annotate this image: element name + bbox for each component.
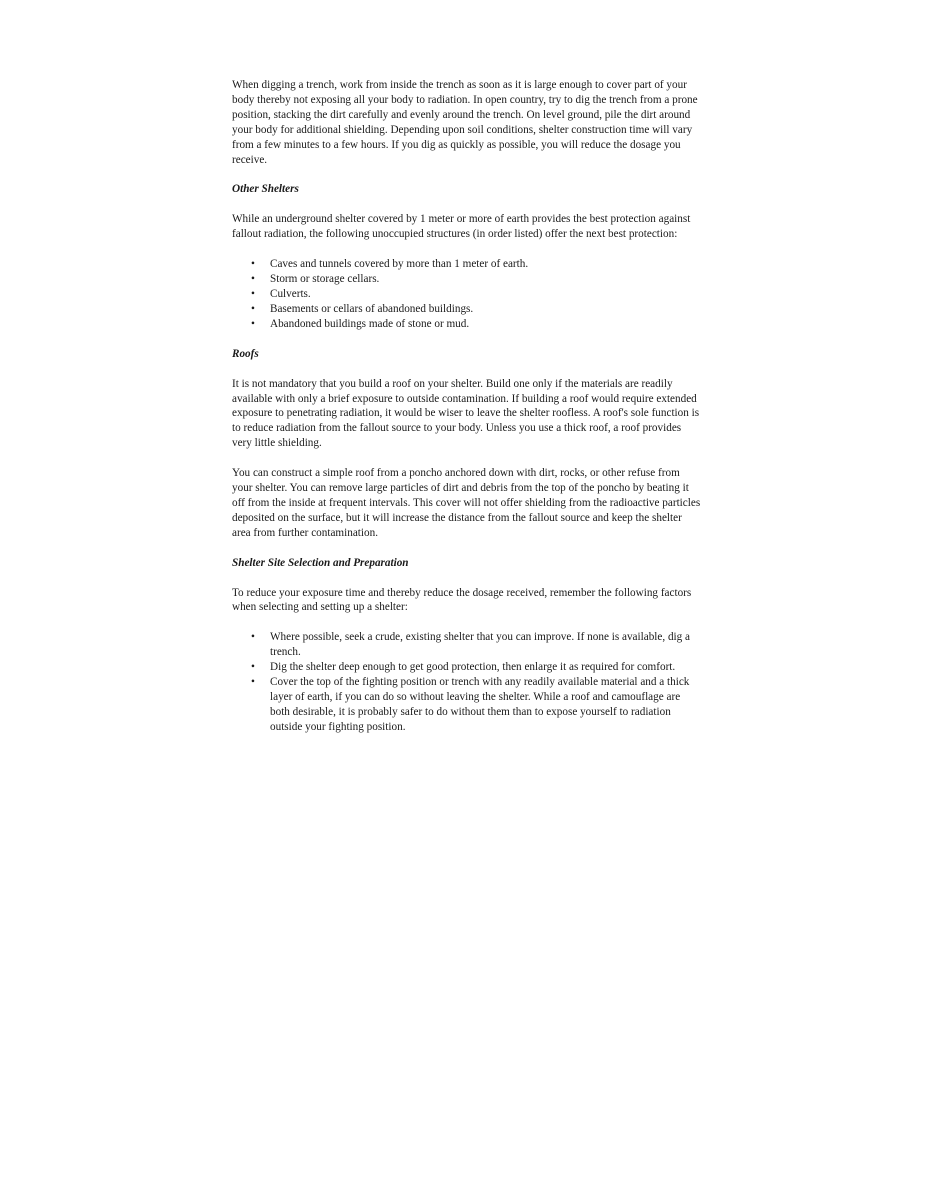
intro-paragraph: When digging a trench, work from inside the trench as soon as it is large enough to cover part of your body thereby not exposing all your body to radiation. In open country, try to dig the trench from a prone position, stacking the dirt carefully and evenly around the trench. On level ground, pile the dirt around your body for additional shielding. Depending upon soil conditions, shelter construction time will vary from a few minutes to a few hours. If you dig as quickly as possible, you will reduce the dosage you receive.	[232, 79, 698, 166]
roofs-paragraph-1: It is not mandatory that you build a roof on your shelter. Build one only if the materials are readily available with only a brief exposure to outside contamination. If building a roof would require extended exposure to penetrating radiation, it would be wiser to leave the shelter roofless. A roof's sole function is to reduce radiation from the fallout source to your body. Unless you use a thick roof, a roof provides very little shielding.	[232, 377, 700, 450]
roofs-paragraph-2: You can construct a simple roof from a poncho anchored down with dirt, rocks, or other refuse from your shelter. You can remove large particles of dirt and debris from the top of the poncho by beating it off from the inside at frequent intervals. This cover will not offer shielding from the radioactive particles deposited on the surface, but it will increase the distance from the fallout source and keep the shelter area from further contamination.	[232, 467, 701, 539]
list-item: • Abandoned buildings made of stone or mud.	[251, 317, 702, 332]
list-item: • Dig the shelter deep enough to get good protection, then enlarge it as required for comfort.	[251, 660, 702, 675]
list-item: • Culverts.	[251, 287, 702, 302]
other-shelters-paragraph: While an underground shelter covered by 1 meter or more of earth provides the best protection against fallout radiation, the following unoccupied structures (in order listed) offer the next best protection:	[232, 213, 691, 241]
other-shelters-heading: Other Shelters	[232, 183, 299, 196]
list-item: • Basements or cellars of abandoned buildings.	[251, 302, 702, 317]
list-item: • Storm or storage cellars.	[251, 272, 702, 287]
list-item: • Where possible, seek a crude, existing shelter that you can improve. If none is available, dig a trench.	[251, 630, 702, 660]
document-page	[232, 78, 702, 750]
site-selection-heading: Shelter Site Selection and Preparation	[232, 556, 409, 569]
site-selection-paragraph: To reduce your exposure time and thereby reduce the dosage received, remember the following factors when selecting and setting up a shelter:	[232, 586, 692, 614]
list-item: • Caves and tunnels covered by more than 1 meter of earth.	[251, 257, 702, 272]
other-shelters-list	[232, 257, 702, 332]
list-item: • Cover the top of the fighting position or trench with any readily available material and a thick layer of earth, if you can do so without leaving the shelter. While a roof and camouflage are both desirable, it is probably safer to do without them than to expose yourself to radiation outside your fighting position.	[251, 675, 702, 735]
roofs-heading: Roofs	[232, 347, 259, 360]
site-selection-list	[232, 630, 702, 734]
